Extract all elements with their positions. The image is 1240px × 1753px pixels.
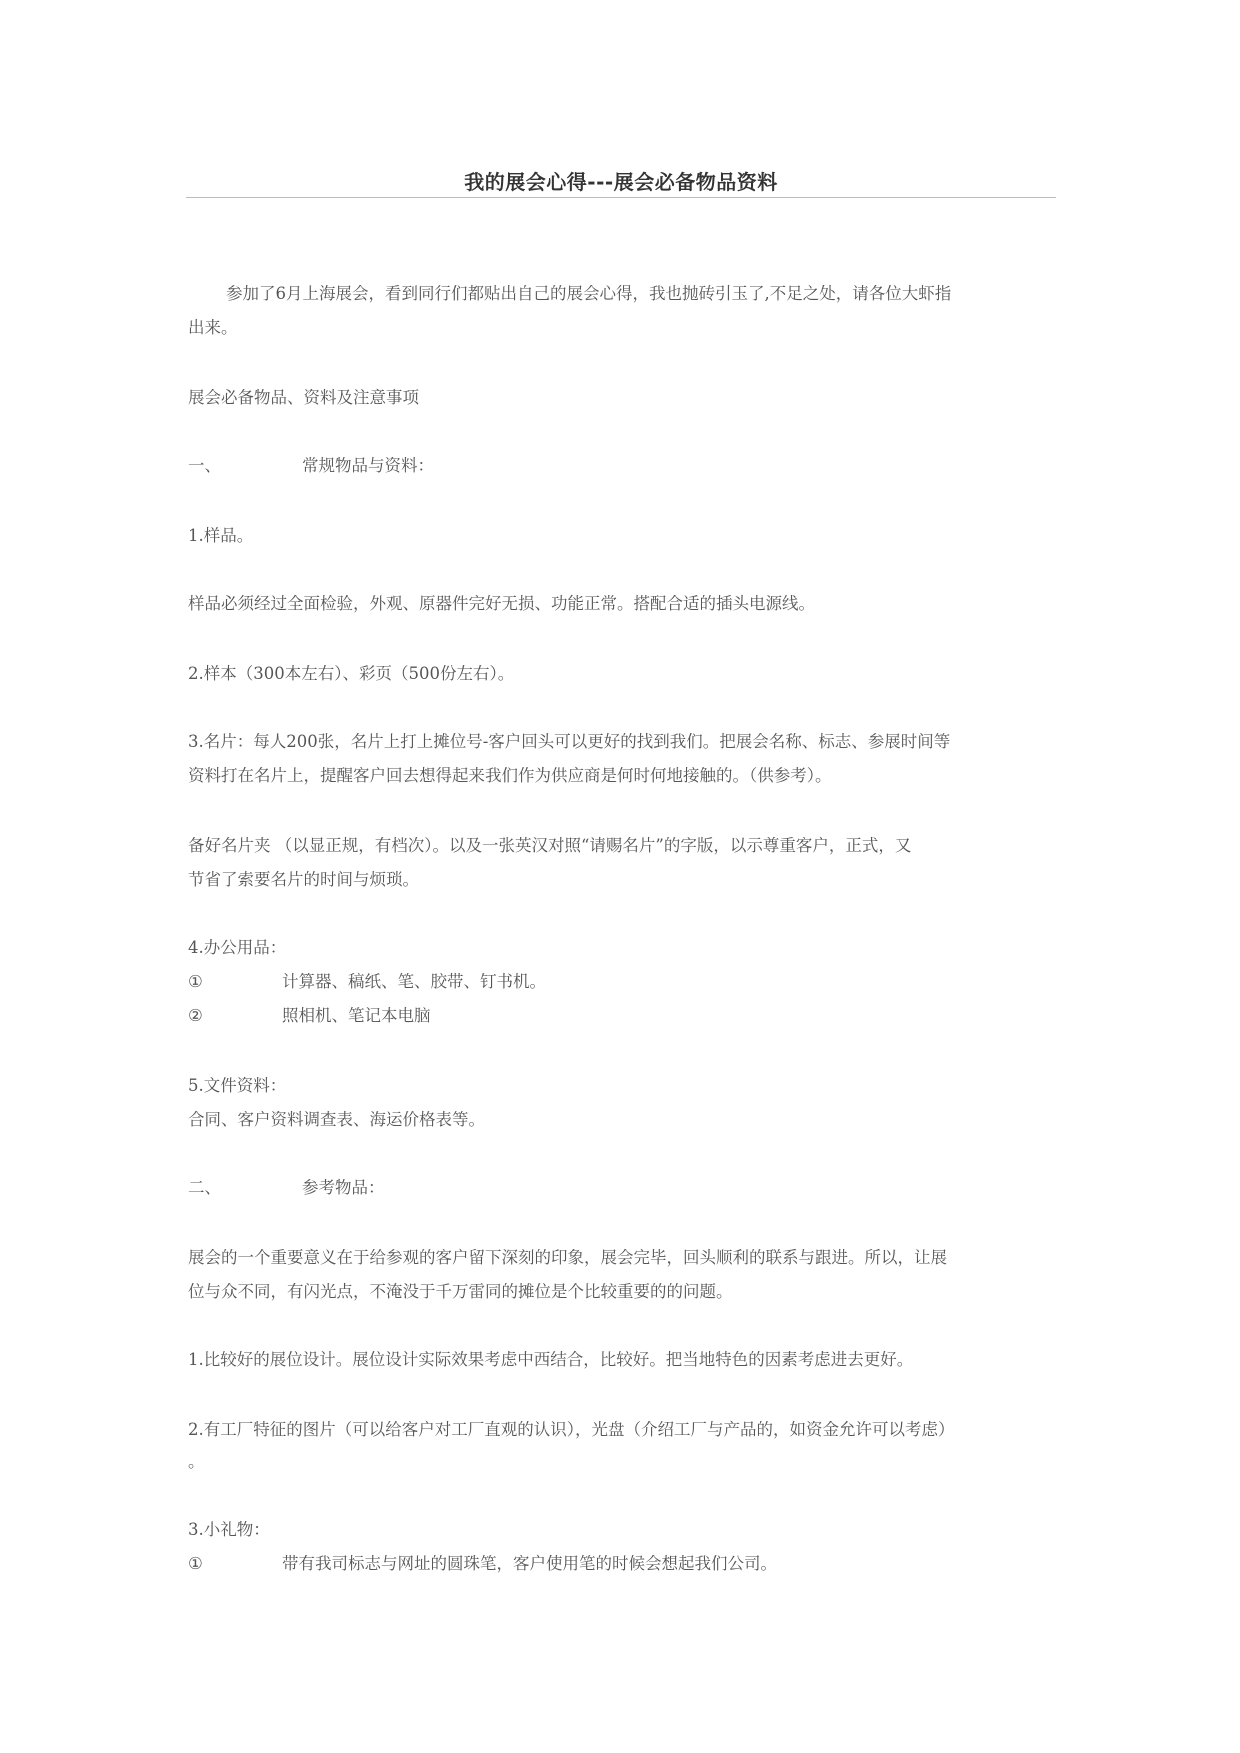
item-1-description: 样品必须经过全面检验，外观、原器件完好无损、功能正常。搭配合适的插头电源线。: [188, 594, 815, 613]
ref-item-2-line-1: 2.有工厂特征的图片（可以给客户对工厂直观的认识），光盘（介绍工厂与产品的，如资金允许可以考虑）: [188, 1420, 955, 1439]
item-5-description: 合同、客户资料调查表、海运价格表等。: [188, 1110, 485, 1129]
section-1-title: 常规物品与资料：: [302, 456, 434, 475]
item-4-b: 照相机、笔记本电脑: [282, 1006, 431, 1025]
document-title: 我的展会心得---展会必备物品资料: [464, 170, 778, 194]
section-2-title: 参考物品：: [302, 1178, 385, 1197]
card-holder-line-2: 节省了索要名片的时间与烦琐。: [188, 870, 419, 889]
ref-item-3-title: 3.小礼物：: [188, 1520, 270, 1539]
ref-item-3-a: 带有我司标志与网址的圆珠笔，客户使用笔的时候会想起我们公司。: [282, 1554, 777, 1573]
item-3-line-1: 3.名片：每人200张，名片上打上摊位号-客户回头可以更好的找到我们。把展会名称、标志、参展时间等: [188, 732, 951, 751]
section-heading: 展会必备物品、资料及注意事项: [188, 388, 419, 407]
ref-item-3-a-marker: ①: [188, 1554, 203, 1573]
item-4-b-marker: ②: [188, 1006, 203, 1025]
item-4-title: 4.办公用品：: [188, 938, 287, 957]
item-4-a-marker: ①: [188, 972, 203, 991]
item-5-title: 5.文件资料：: [188, 1076, 287, 1095]
title-divider: [186, 197, 1056, 198]
section-1-number: 一、: [188, 456, 221, 475]
intro-line-1: 参加了6月上海展会，看到同行们都贴出自己的展会心得，我也抛砖引玉了,不足之处，请各位大虾指: [226, 284, 952, 303]
item-4-a: 计算器、稿纸、笔、胶带、钉书机。: [282, 972, 546, 991]
card-holder-line-1: 备好名片夹 （以显正规，有档次）。以及一张英汉对照“请赐名片”的字版，以示尊重客户，正式，又: [188, 836, 912, 855]
ref-item-1: 1.比较好的展位设计。展位设计实际效果考虑中西结合，比较好。把当地特色的因素考虑进去更好。: [188, 1350, 914, 1369]
ref-item-2-line-2: 。: [188, 1452, 205, 1471]
intro-line-2: 出来。: [188, 318, 238, 337]
section-2-desc-line-2: 位与众不同，有闪光点，不淹没于千万雷同的摊位是个比较重要的的问题。: [188, 1282, 733, 1301]
section-2-desc-line-1: 展会的一个重要意义在于给参观的客户留下深刻的印象，展会完毕，回头顺利的联系与跟进。所以，让展: [188, 1248, 947, 1267]
section-2-number: 二、: [188, 1178, 221, 1197]
item-2: 2.样本（300本左右）、彩页（500份左右）。: [188, 664, 515, 683]
item-1-title: 1.样品。: [188, 526, 254, 545]
item-3-line-2: 资料打在名片上，提醒客户回去想得起来我们作为供应商是何时何地接触的。（供参考）。: [188, 766, 832, 785]
